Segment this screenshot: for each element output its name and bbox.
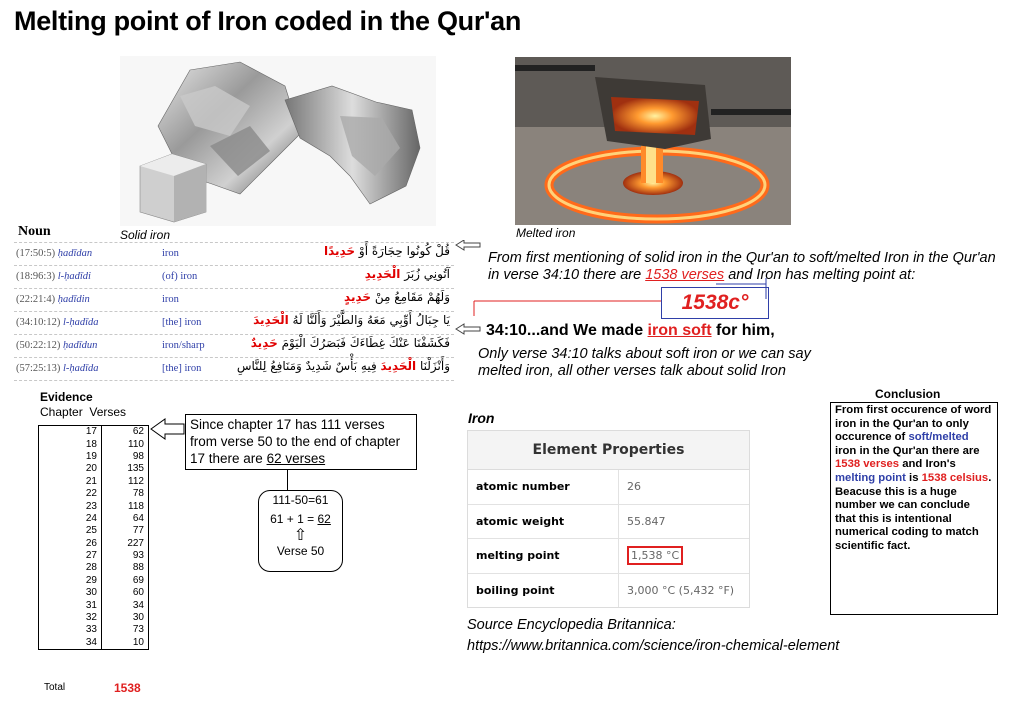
callout-arrow-icon [150, 418, 186, 444]
verse-count: 77 [132, 525, 144, 537]
verse-ref: (18:96:3) l-ḥadīdi [16, 271, 91, 282]
chapter-number: 33 [39, 624, 102, 636]
verse-arabic: قُلْ كُونُوا حِجَارَةً أَوْ حَدِيدًا [323, 244, 450, 258]
evidence-title: Evidence [40, 390, 93, 404]
verse-gloss: iron/sharp [162, 340, 205, 351]
total-value: 1538 [114, 681, 141, 695]
evidence-row [39, 426, 148, 438]
property-value: 26 [627, 480, 641, 493]
verse-count: 34 [132, 599, 144, 611]
chapter-number: 25 [39, 525, 102, 537]
verse-ref: (50:22:12) ḥadīdun [16, 340, 98, 351]
calc-line-2: 61 + 1 = 62 [270, 512, 331, 526]
chapter-number: 23 [39, 500, 102, 512]
chapter-number: 20 [39, 463, 102, 475]
chapter-number: 27 [39, 550, 102, 562]
conclusion-box: From first occurence of word iron in the Qur'an to only occurence of soft/melted iron in the Qur'an there are 1538 verses and Iron's melting point is 1538 celsius. Beacuse this is a huge number we can conclude that this is intentional numerical coding to match scientific fact. [830, 402, 998, 615]
chapter-number: 24 [39, 513, 102, 525]
statement-text: From first mentioning of solid iron in the Qur'an to soft/melted Iron in the Qur'an in verse 34:10 there are 1538 verses and Iron has melting point at: [488, 250, 996, 283]
up-arrow-icon: ⇧ [293, 527, 308, 544]
solid-iron-photo [120, 56, 436, 226]
evidence-column-headers: Chapter Verses [40, 405, 127, 419]
verse-count: 227 [127, 537, 144, 549]
source-url[interactable]: https://www.britannica.com/science/iron-chemical-element [467, 638, 840, 654]
verse-arabic: آتُونِي زُبَرَ الْحَدِيدِ [364, 267, 450, 281]
verse-count: 112 [128, 475, 144, 487]
property-key: atomic weight [468, 505, 619, 539]
property-row [468, 470, 749, 505]
calc-line-1: 111-50=61 [272, 493, 329, 507]
evidence-row [39, 451, 148, 463]
chapter-number: 32 [39, 612, 102, 624]
evidence-row [39, 488, 148, 500]
verse-ref: (57:25:13) l-ḥadīda [16, 363, 99, 374]
verse-count: 62 [132, 426, 144, 438]
chapter-number: 21 [39, 476, 102, 488]
callout-box: Since chapter 17 has 111 verses from verse 50 to the end of chapter 17 there are 62 verses [185, 414, 417, 470]
evidence-row [39, 463, 148, 475]
source-label: Source Encyclopedia Britannica: [467, 617, 676, 633]
chapter-number: 18 [39, 438, 102, 450]
melted-iron-photo [515, 57, 791, 225]
soft-iron-note: Only verse 34:10 talks about soft iron or we can say melted iron, all other verses talk about solid Iron [478, 346, 811, 379]
melting-point-highlight: 1,538 °C [627, 546, 683, 565]
property-value: 55.847 [627, 514, 666, 528]
evidence-row [39, 599, 148, 611]
verse-ref: (17:50:5) ḥadīdan [16, 248, 93, 259]
verse-gloss: (of) iron [162, 271, 198, 282]
verse-count: 110 [128, 438, 144, 450]
evidence-row [39, 538, 148, 550]
verse-count: 118 [128, 500, 144, 512]
property-row [468, 574, 749, 608]
verse-row [14, 358, 454, 381]
iron-heading: Iron [468, 410, 495, 426]
verse-count: 93 [132, 550, 144, 562]
property-row [468, 505, 749, 540]
verse-gloss: [the] iron [162, 363, 202, 374]
verse-count: 78 [132, 488, 144, 500]
chapter-number: 26 [39, 538, 102, 550]
melting-point-badge: 1538c° [661, 287, 769, 319]
verse-ref: (34:10:12) l-ḥadīda [16, 317, 99, 328]
evidence-row [39, 575, 148, 587]
melted-iron-caption: Melted iron [516, 226, 576, 240]
property-key: atomic number [468, 470, 619, 504]
verse-arabic: يَا جِبَالُ أَوِّبِي مَعَهُ وَالطَّيْرَ وَأَلَنَّا لَهُ الْحَدِيدَ [253, 313, 450, 327]
verse-gloss: iron [162, 248, 179, 259]
verse-count: 135 [127, 463, 144, 475]
verse-row [14, 243, 454, 266]
property-row [468, 539, 749, 574]
evidence-row [39, 562, 148, 574]
property-key: boiling point [468, 574, 619, 608]
verse-count: 64 [132, 512, 144, 524]
chapter-number: 29 [39, 575, 102, 587]
verse-ref: (22:21:4) ḥadīdin [16, 294, 90, 305]
verse-gloss: [the] iron [162, 317, 202, 328]
chapter-number: 30 [39, 587, 102, 599]
chapter-number: 19 [39, 451, 102, 463]
evidence-row [39, 624, 148, 636]
evidence-row [39, 550, 148, 562]
verse-count: 98 [132, 450, 144, 462]
verse-row [14, 266, 454, 289]
evidence-row [39, 612, 148, 624]
verse-count: 73 [132, 624, 144, 636]
chapter-number: 34 [39, 637, 102, 649]
verse-count: 10 [132, 636, 144, 648]
evidence-row [39, 476, 148, 488]
evidence-row [39, 438, 148, 450]
evidence-row [39, 637, 148, 649]
verse-gloss: iron [162, 294, 179, 305]
chapter-number: 28 [39, 562, 102, 574]
verse-count: 88 [132, 562, 144, 574]
verse-arabic: وَأَنْزَلْنَا الْحَدِيدَ فِيهِ بَأْسٌ شَدِيدٌ وَمَنَافِعُ لِلنَّاسِ [236, 359, 450, 373]
verse-count: 60 [132, 587, 144, 599]
verse-arabic: فَكَشَفْنَا عَنْكَ غِطَاءَكَ فَبَصَرُكَ الْيَوْمَ حَدِيدٌ [250, 336, 450, 350]
chapter-number: 31 [39, 599, 102, 611]
verse-quote: 34:10...and We made iron soft for him, [486, 322, 775, 339]
property-value: 3,000 °C (5,432 °F) [627, 583, 735, 597]
evidence-table [38, 425, 149, 650]
noun-header: Noun [18, 224, 51, 239]
callout-connector [287, 470, 288, 490]
evidence-row [39, 513, 148, 525]
evidence-row [39, 525, 148, 537]
calc-label: Verse 50 [276, 544, 325, 558]
evidence-row [39, 587, 148, 599]
verse-count: 30 [132, 612, 144, 624]
chapter-number: 22 [39, 488, 102, 500]
evidence-row [39, 500, 148, 512]
verse-arabic: وَلَهُمْ مَقَامِعُ مِنْ حَدِيدٍ [344, 290, 450, 304]
element-properties-table [467, 430, 750, 608]
verse-row [14, 335, 454, 358]
total-label: Total [44, 682, 66, 693]
verse-row [14, 312, 454, 335]
property-key: melting point [468, 539, 619, 573]
page-title: Melting point of Iron coded in the Qur'an [14, 6, 522, 36]
conclusion-title: Conclusion [875, 387, 941, 401]
verse-row [14, 289, 454, 312]
chapter-number: 17 [39, 426, 102, 438]
solid-iron-caption: Solid iron [120, 228, 171, 242]
verse-count: 69 [132, 574, 144, 586]
property-value [619, 539, 683, 573]
calculation-box [258, 490, 343, 572]
element-properties-title: Element Properties [468, 431, 749, 470]
